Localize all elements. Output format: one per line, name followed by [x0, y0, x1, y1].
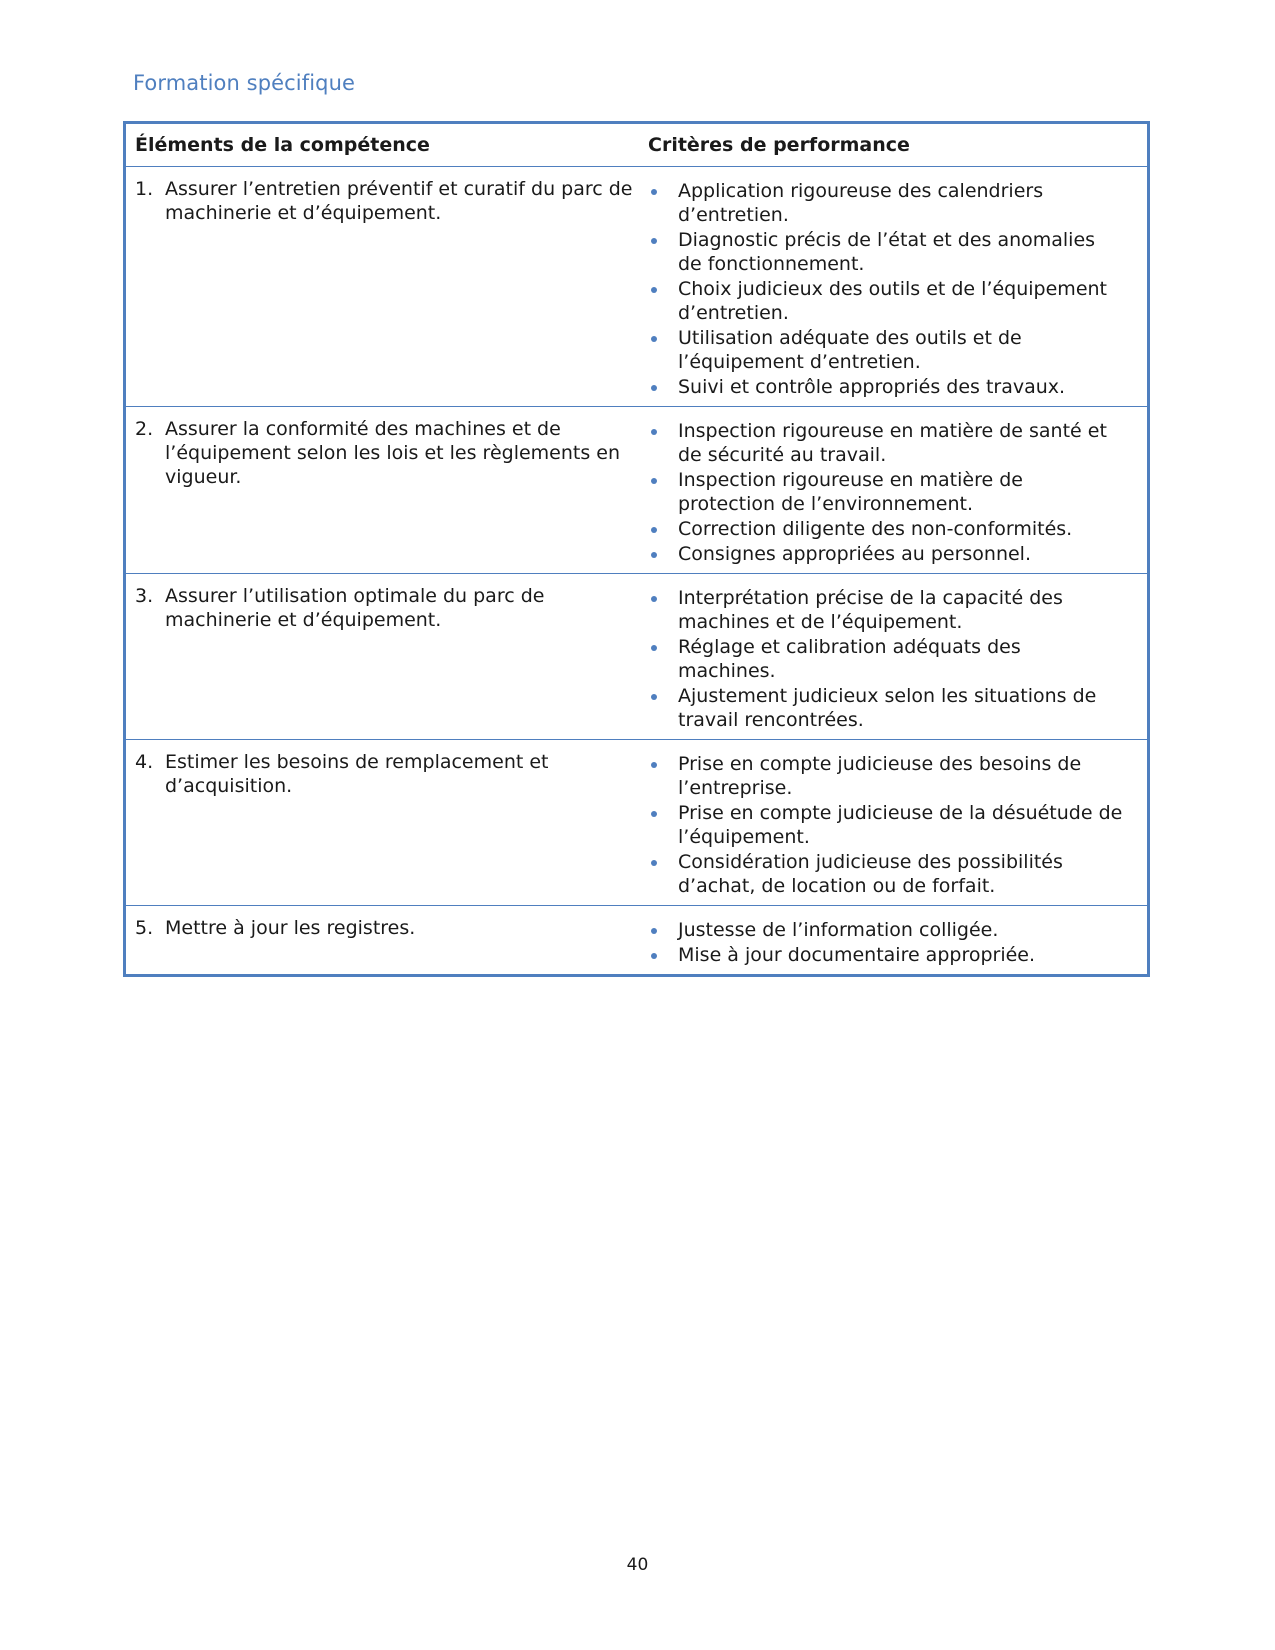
element-text: Mettre à jour les registres. — [165, 917, 416, 939]
header-criteria: Critères de performance — [648, 123, 1149, 167]
element-cell — [125, 167, 649, 407]
section-title: Formation spécifique — [133, 71, 356, 95]
criteria-list — [648, 419, 1123, 566]
element-text: Estimer les besoins de remplacement et d’acquisition. — [165, 751, 549, 797]
element-number: 2. — [135, 418, 154, 440]
table-row — [125, 740, 1149, 906]
criteria-item: Justesse de l’information colligée. — [648, 918, 1123, 942]
table-header-row — [125, 123, 1149, 167]
element-cell — [125, 574, 649, 740]
element-text: Assurer la conformité des machines et de l’équipement selon les lois et les règlements en vigueur. — [165, 418, 621, 488]
competence-table — [123, 121, 1150, 977]
criteria-item: Inspection rigoureuse en matière de protection de l’environnement. — [648, 468, 1123, 516]
page-number: 40 — [626, 1555, 649, 1575]
criteria-item: Application rigoureuse des calendriers d’entretien. — [648, 179, 1123, 227]
element-cell — [125, 906, 649, 976]
header-elements: Éléments de la compétence — [125, 123, 649, 167]
table-row — [125, 906, 1149, 976]
criteria-list — [648, 586, 1123, 732]
criteria-item: Prise en compte judicieuse des besoins de l’entreprise. — [648, 752, 1123, 800]
criteria-item: Réglage et calibration adéquats des machines. — [648, 635, 1123, 683]
criteria-item: Suivi et contrôle appropriés des travaux. — [648, 375, 1123, 399]
criteria-item: Interprétation précise de la capacité des machines et de l’équipement. — [648, 586, 1123, 634]
element-number: 4. — [135, 751, 154, 773]
criteria-list — [648, 918, 1123, 967]
table-row — [125, 167, 1149, 407]
criteria-cell — [648, 574, 1149, 740]
criteria-item: Correction diligente des non-conformités. — [648, 517, 1123, 541]
criteria-item: Considération judicieuse des possibilités d’achat, de location ou de forfait. — [648, 850, 1123, 898]
criteria-cell — [648, 740, 1149, 906]
criteria-item: Choix judicieux des outils et de l’équipement d’entretien. — [648, 277, 1123, 325]
criteria-item: Inspection rigoureuse en matière de santé et de sécurité au travail. — [648, 419, 1123, 467]
table-row — [125, 407, 1149, 574]
criteria-item: Ajustement judicieux selon les situations de travail rencontrées. — [648, 684, 1123, 732]
criteria-item: Prise en compte judicieuse de la désuétude de l’équipement. — [648, 801, 1123, 849]
criteria-cell — [648, 407, 1149, 574]
criteria-item: Consignes appropriées au personnel. — [648, 542, 1123, 566]
criteria-cell — [648, 906, 1149, 976]
criteria-list — [648, 179, 1123, 399]
criteria-cell — [648, 167, 1149, 407]
element-number: 1. — [135, 178, 154, 200]
criteria-list — [648, 752, 1123, 898]
element-number: 5. — [135, 917, 154, 939]
criteria-item: Mise à jour documentaire appropriée. — [648, 943, 1123, 967]
element-cell — [125, 407, 649, 574]
table-row — [125, 574, 1149, 740]
criteria-item: Diagnostic précis de l’état et des anomalies de fonctionnement. — [648, 228, 1123, 276]
element-text: Assurer l’utilisation optimale du parc de machinerie et d’équipement. — [165, 585, 545, 631]
element-cell — [125, 740, 649, 906]
element-number: 3. — [135, 585, 154, 607]
element-text: Assurer l’entretien préventif et curatif du parc de machinerie et d’équipement. — [165, 178, 633, 224]
criteria-item: Utilisation adéquate des outils et de l’équipement d’entretien. — [648, 326, 1123, 374]
table-body — [125, 167, 1149, 976]
